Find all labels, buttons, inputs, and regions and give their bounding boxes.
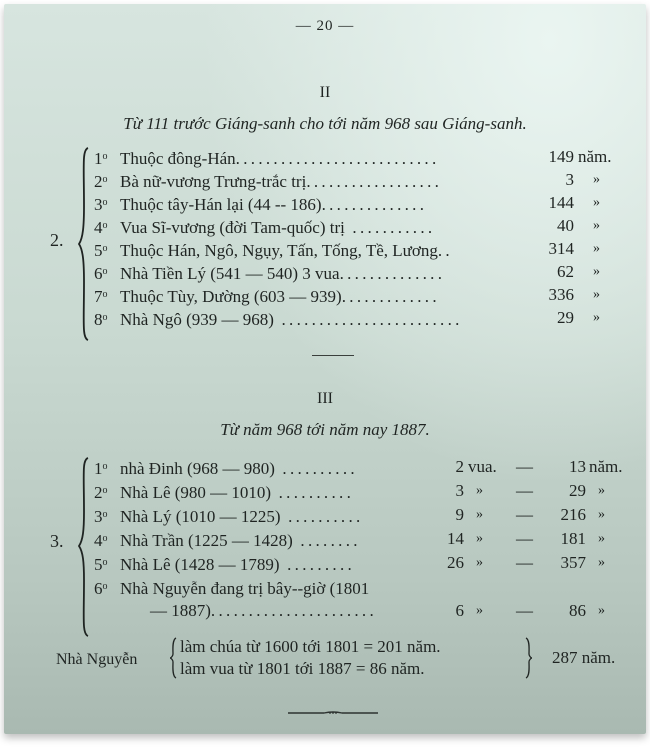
list-item: 5$^o$ Thuộc Hán, Ngô, Ngụy, Tấn, Tống, Tề, Lương.. bbox=[94, 241, 453, 260]
section-3-label: 3. bbox=[50, 531, 64, 551]
list-item: 4$^o$ Nhà Trần (1225 — 1428) ........ bbox=[94, 531, 361, 550]
years-value: 144 bbox=[548, 193, 574, 212]
ditto-mark: » bbox=[476, 507, 483, 522]
ditto-mark: » bbox=[593, 218, 600, 233]
ditto-mark: » bbox=[598, 555, 605, 570]
years-value: 3 bbox=[565, 170, 574, 189]
kings-value: 26 bbox=[447, 553, 464, 572]
dash: — bbox=[516, 481, 533, 500]
kings-value: 9 bbox=[455, 505, 464, 524]
dash: — bbox=[516, 505, 533, 524]
ditto-mark: » bbox=[593, 195, 600, 210]
list-item: 2$^o$ Nhà Lê (980 — 1010) .......... bbox=[94, 483, 355, 502]
ditto-mark: » bbox=[593, 172, 600, 187]
list-item: 1$^o$ nhà Đinh (968 — 980) .......... bbox=[94, 459, 358, 478]
list-item: 8$^o$ Nhà Ngô (939 — 968) ........................ bbox=[94, 310, 463, 329]
years-value: 216 bbox=[560, 505, 586, 524]
nguyen-lord-period: làm chúa từ 1600 tới 1801 = 201 năm. bbox=[180, 637, 441, 656]
left-brace-icon bbox=[78, 456, 92, 638]
ditto-mark: » bbox=[598, 483, 605, 498]
ornamental-end-rule bbox=[288, 710, 378, 716]
nguyen-king-period: làm vua từ 1801 tới 1887 = 86 năm. bbox=[180, 659, 425, 678]
kings-value: 14 bbox=[447, 529, 464, 548]
dash: — bbox=[516, 553, 533, 572]
ditto-mark: » bbox=[593, 287, 600, 302]
list-item: 1$^o$ Thuộc đông-Hán........................... bbox=[94, 149, 440, 168]
years-value: 336 bbox=[548, 285, 574, 304]
years-value: 149 bbox=[548, 147, 574, 166]
years-value: 181 bbox=[560, 529, 586, 548]
years-value: 29 bbox=[557, 308, 574, 327]
dash: — bbox=[516, 457, 533, 476]
ditto-mark: » bbox=[476, 555, 483, 570]
section-2-numeral: II bbox=[319, 84, 331, 101]
section-3-subtitle: Từ năm 968 tới năm nay 1887. bbox=[220, 420, 430, 439]
list-item-continuation: — 1887)...................... bbox=[150, 601, 378, 620]
ditto-mark: » bbox=[476, 603, 483, 618]
years-value: 86 bbox=[569, 601, 586, 620]
ditto-mark: » bbox=[598, 531, 605, 546]
years-value: 29 bbox=[569, 481, 586, 500]
dash: — bbox=[516, 529, 533, 548]
kings-value: 6 bbox=[455, 601, 464, 620]
ditto-mark: » bbox=[598, 603, 605, 618]
ditto-mark: » bbox=[593, 264, 600, 279]
nguyen-summary-label: Nhà Nguyễn bbox=[56, 651, 138, 668]
years-value: 40 bbox=[557, 216, 574, 235]
page-number: — 20 — bbox=[295, 18, 355, 34]
dash: — bbox=[516, 601, 533, 620]
list-item: 6$^o$ Nhà Tiền Lý (541 — 540) 3 vua.............. bbox=[94, 264, 446, 283]
ditto-mark: » bbox=[476, 483, 483, 498]
years-value: 357 bbox=[560, 553, 586, 572]
years-value: 314 bbox=[548, 239, 574, 258]
kings-unit: vua. bbox=[468, 457, 497, 476]
years-value: 13 bbox=[569, 457, 586, 476]
list-item: 3$^o$ Thuộc tây-Hán lại (44 -- 186).............. bbox=[94, 195, 428, 214]
section-3-numeral: III bbox=[317, 390, 333, 407]
ditto-mark: » bbox=[476, 531, 483, 546]
kings-value: 2 bbox=[455, 457, 464, 476]
list-item: 6$^o$ Nhà Nguyễn đang trị bây--giờ (1801 bbox=[94, 579, 370, 598]
years-unit: năm. bbox=[578, 147, 612, 166]
section-2-subtitle: Từ 111 trước Giáng-sanh cho tới năm 968 sau Giáng-sanh. bbox=[123, 114, 527, 133]
book-page bbox=[4, 4, 646, 734]
right-brace-icon bbox=[524, 636, 534, 680]
list-item: 7$^o$ Thuộc Tùy, Dường (603 — 939)............. bbox=[94, 287, 440, 306]
left-brace-icon bbox=[78, 146, 92, 342]
list-item: 4$^o$ Vua Sĩ-vương (đời Tam-quốc) trị ........... bbox=[94, 218, 436, 237]
nguyen-total-years: 287 năm. bbox=[552, 648, 616, 667]
left-brace-icon bbox=[168, 636, 178, 680]
list-item: 5$^o$ Nhà Lê (1428 — 1789) ......... bbox=[94, 555, 356, 574]
section-divider bbox=[312, 355, 354, 356]
years-unit: năm. bbox=[589, 457, 623, 476]
ditto-mark: » bbox=[593, 310, 600, 325]
list-item: 2$^o$ Bà nữ-vương Trưng-trắc trị.................. bbox=[94, 172, 443, 191]
ditto-mark: » bbox=[598, 507, 605, 522]
years-value: 62 bbox=[557, 262, 574, 281]
ditto-mark: » bbox=[593, 241, 600, 256]
kings-value: 3 bbox=[455, 481, 464, 500]
list-item: 3$^o$ Nhà Lý (1010 — 1225) .......... bbox=[94, 507, 364, 526]
section-2-label: 2. bbox=[50, 230, 64, 250]
